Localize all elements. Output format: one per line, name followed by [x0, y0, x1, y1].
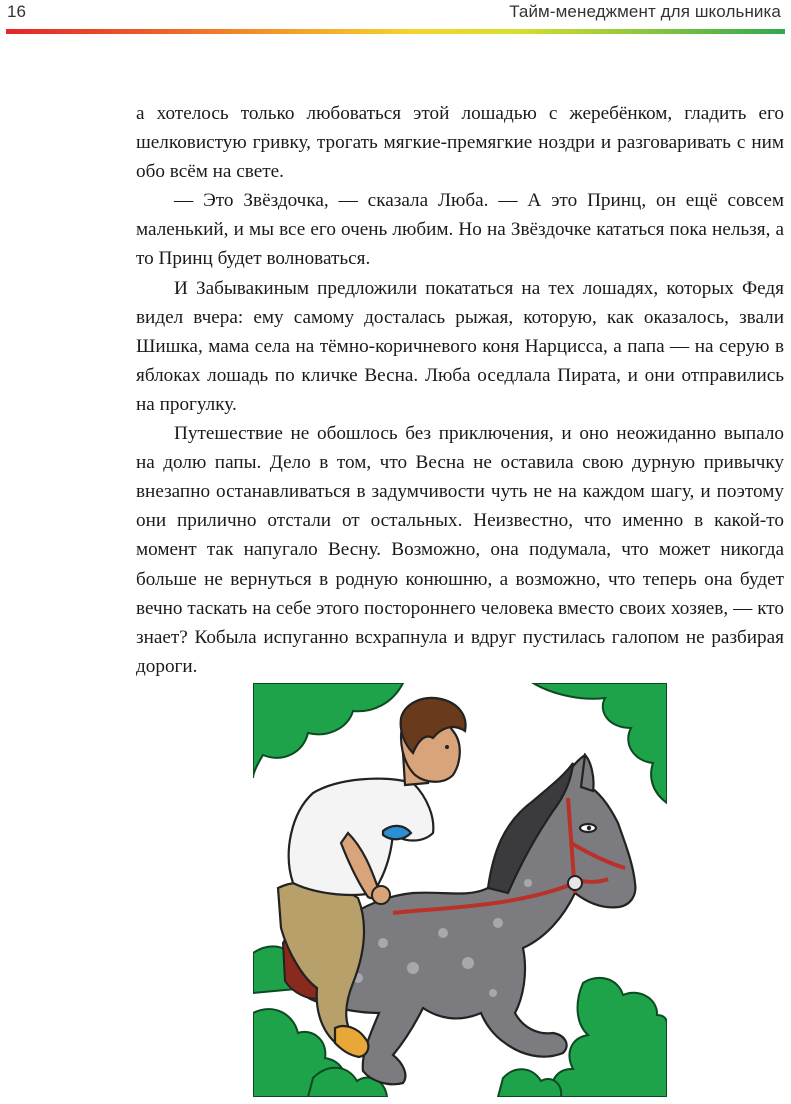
running-title: Тайм-менеджмент для школьника [509, 2, 781, 21]
paragraph: И Забывакиным предложили покататься на тех лошадях, которых Федя видел вчера: ему самому досталась рыжая, которую, как оказалось, звали Шишка, мама села на тёмно-коричневого коня Нарцисса, а папа — на серую в яблоках лошадь по кличке Весна. Люба оседлала Пирата, и они отправились на прогулку. [136, 277, 784, 415]
header-rule [6, 29, 785, 34]
paragraph: а хотелось только любоваться этой лошадью с жеребёнком, гладить его шелковистую гривку, трогать мягкие-премягкие ноздри и разговаривать с ним обо всём на свете. [136, 103, 784, 183]
illustration-rider-galloping [253, 683, 667, 1097]
page-number: 16 [7, 2, 26, 21]
paragraph: — Это Звёздочка, — сказала Люба. — А это Принц, он ещё совсем маленький, и мы все его очень любим. Но на Звёздочке кататься пока нельзя, а то Принц будет волноваться. [136, 190, 784, 270]
paragraph: Путешествие не обошлось без приключения, и оно неожиданно выпало на долю папы. Дело в том, что Весна не оставила свою дурную привычку внезапно останавливаться в задумчивости чуть не на каждом шагу, и поэтому они прилично отстали от остальных. Неизвестно, что именно в какой-то момент так напугало Весну. Возможно, она подумала, что может никогда больше не вернуться в родную конюшню, а возможно, что теперь она будет вечно таскать на себе этого постороннего человека вместо своих хозяев, — кто знает? Кобыла испуганно всхрапнула и вдруг пустилась галопом не разбирая дороги. [136, 423, 784, 677]
page-header [0, 0, 791, 36]
illustration-svg [253, 683, 667, 1097]
body-text [136, 99, 784, 681]
